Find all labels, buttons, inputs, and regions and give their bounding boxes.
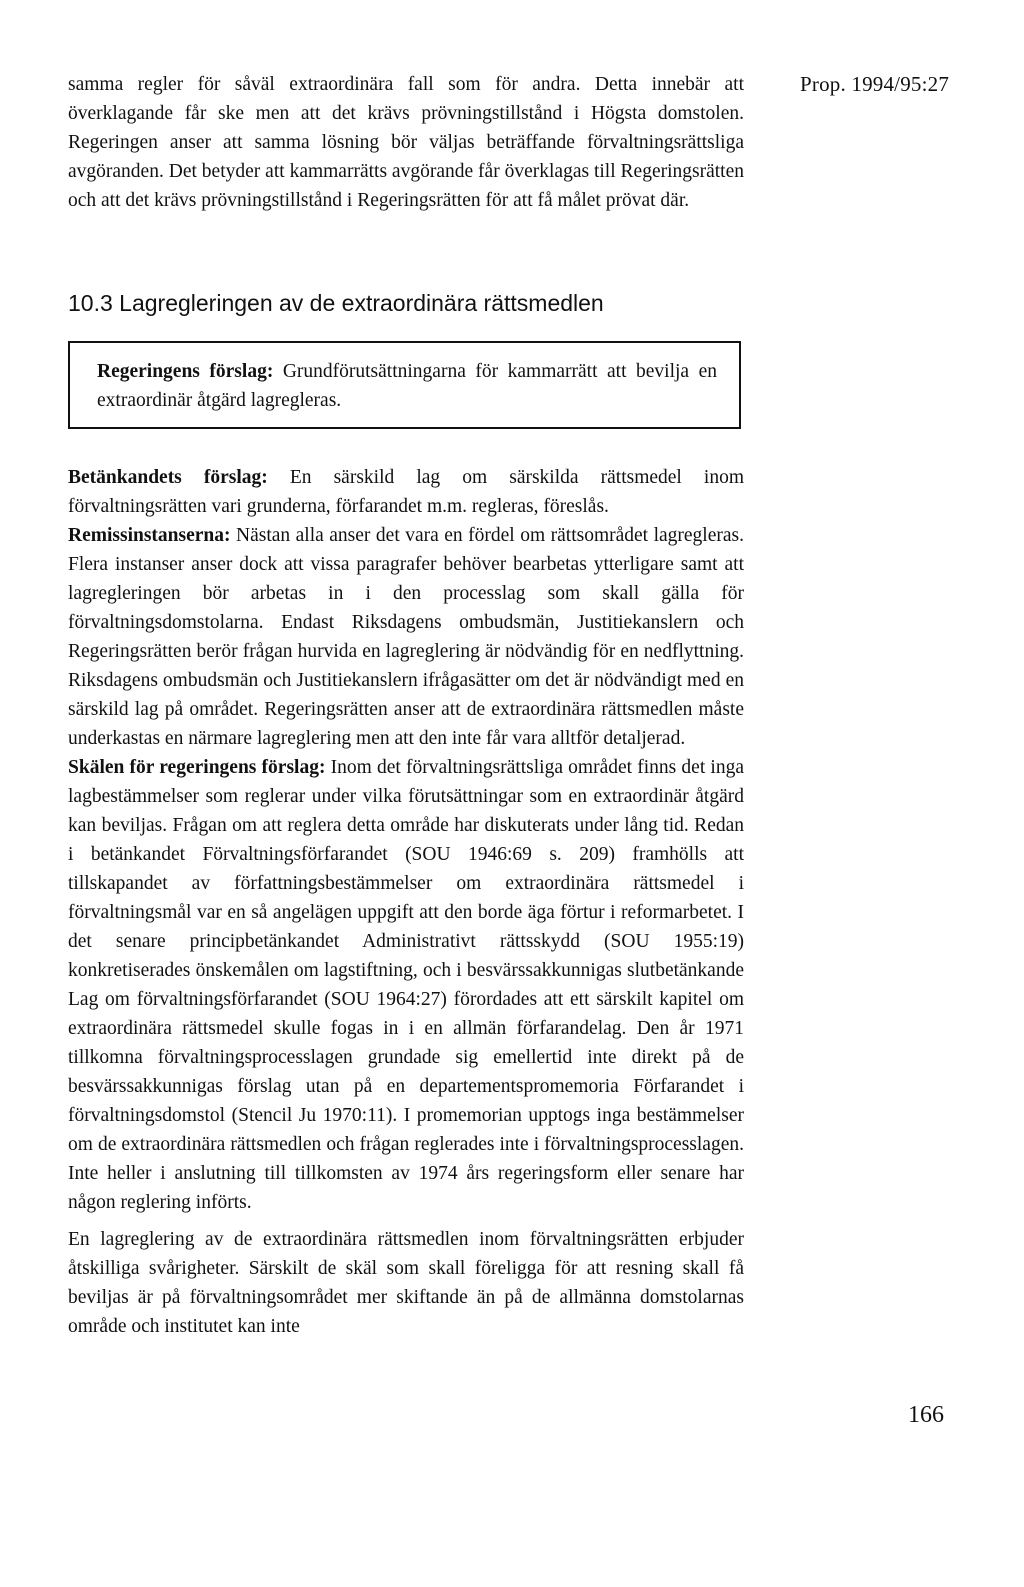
intro-paragraph: [68, 70, 744, 215]
referral-bodies-paragraph: [68, 521, 744, 753]
section-heading: 10.3 Lagregleringen av de extraordinära rättsmedlen: [68, 290, 604, 316]
referral-bodies-text: Nästan alla anser det vara en fördel om rättsområdet lagregleras. Flera instanser anser dock att vissa paragrafer behöver bearbetas ytterligare samt att lagregleringen bör arbetas in i den processlag som skall gälla för förvaltningsdomstolarna. Endast Riksdagens ombudsmän, Justitiekanslern och Regeringsrätten berör frågan hurvida en lagreglering är nödvändig för en nedflyttning. Riksdagens ombudsmän och Justitiekanslern ifrågasätter om det är nödvändigt med en särskild lag på området. Regeringsrätten anser att de extraordinära rättsmedlen måste underkastas en närmare lagreglering men att den inte får vara alltför detaljerad.: [68, 525, 744, 749]
reasons-lead: Skälen för regeringens förslag:: [68, 757, 326, 778]
legislation-difficulty-text: En lagreglering av de extraordinära rättsmedlen inom förvaltningsrätten erbjuder åtskilliga svårigheter. Särskilt de skäl som skall föreligga för att resning skall få beviljas är på förvaltningsområdet mer skiftande än på de allmänna domstolarnas område och institutet kan inte: [68, 1229, 744, 1337]
committee-proposal-text: En särskild lag om särskilda rättsmedel inom förvaltningsrätten vari grunderna, förfarandet m.m. regleras, föreslås.: [68, 467, 745, 517]
government-proposal-body: Grundförutsättningarna för kammarrätt att bevilja en extraordinär åtgärd lagregleras.: [97, 361, 717, 411]
government-proposal-lead: Regeringens förslag:: [97, 361, 274, 382]
intro-text: samma regler för såväl extraordinära fall som för andra. Detta innebär att överklagande får ske men att det krävs prövningstillstånd i Högsta domstolen. Regeringen anser att samma lösning bör väljas beträffande förvaltningsrättsliga avgöranden. Det betyder att kammarrätts avgörande får överklagas till Regeringsrätten och att det krävs prövningstillstånd i Regeringsrätten för att få målet prövat där.: [68, 74, 744, 211]
legislation-difficulty-paragraph: [68, 1225, 744, 1341]
reasons-text: Inom det förvaltningsrättsliga området finns det inga lagbestämmelser som reglerar under vilka förutsättningar som en extraordinär åtgärd kan beviljas. Frågan om att reglera detta område har diskuterats under lång tid. Redan i betänkandet Förvaltningsförfarandet (SOU 1946:69 s. 209) framhölls att tillskapandet av författningsbestämmelser om extraordinära rättsmedel i förvaltningsmål var en så angelägen uppgift att den borde äga förtur i reformarbetet. I det senare principbetänkandet Administrativt rättsskydd (SOU 1955:19) konkretiserades önskemålen om lagstiftning, och i besvärssakkunnigas slutbetänkande Lag om förvaltningsförfarandet (SOU 1964:27) förordades att ett särskilt kapitel om extraordinära rättsmedel skulle fogas in i en allmän förfarandelag. Den år 1971 tillkomna förvaltningsprocesslagen grundade sig emellertid inte direkt på de besvärssakkunnigas förslag utan på en departementspromemoria Förfarandet i förvaltningsdomstol (Stencil Ju 1970:11). I promemorian upptogs inga bestämmelser om de extraordinära rättsmedlen och frågan reglerades inte i förvaltningsprocesslagen. Inte heller i anslutning till tillkomsten av 1974 års regeringsform eller senare har någon reglering införts.: [68, 757, 744, 1213]
referral-bodies-lead: Remissinstanserna:: [68, 525, 231, 546]
proposition-reference: Prop. 1994/95:27: [800, 72, 950, 96]
paragraph-spacer: [68, 1217, 744, 1225]
committee-proposal-paragraph: [68, 463, 744, 521]
government-proposal-box: [68, 341, 741, 429]
reasons-paragraph: [68, 753, 744, 1217]
government-proposal-text: [97, 357, 717, 415]
page-number: 166: [908, 1402, 944, 1428]
body-text: [68, 463, 744, 1341]
committee-proposal-lead: Betänkandets förslag:: [68, 467, 268, 488]
